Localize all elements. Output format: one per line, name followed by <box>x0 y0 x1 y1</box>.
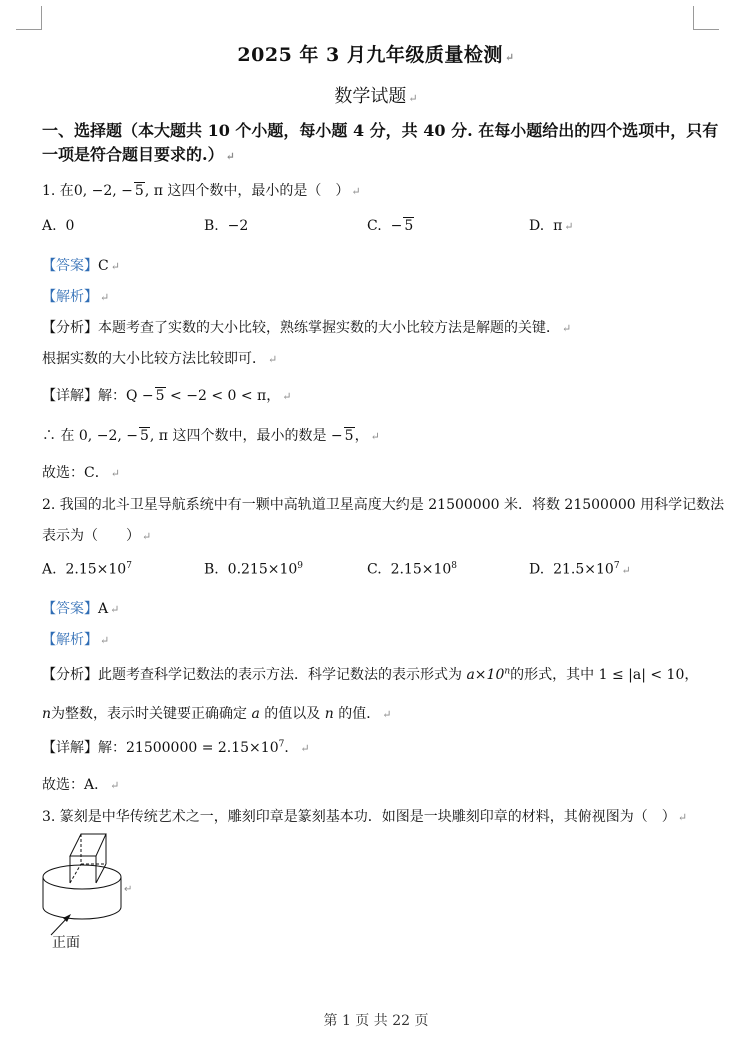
q1-fenxi-2: 根据实数的大小比较方法比较即可． ↵ <box>42 351 278 367</box>
q1-analysis-label: 【解析】 ↵ <box>42 289 110 305</box>
q1-option-d: D. π ↵ <box>529 218 574 234</box>
q2-analysis-label: 【解析】 ↵ <box>42 632 110 648</box>
q1-answer: 【答案】C ↵ <box>42 258 120 274</box>
q2-option-a: A. $2.15\times 10^7$ <box>42 561 132 578</box>
crop-mark <box>693 6 694 30</box>
crop-mark <box>16 29 42 30</box>
q2-choose: 故选：A． ↵ <box>42 777 120 793</box>
section-heading: 一、选择题（本大题共 10 个小题，每小题 4 分，共 40 分. 在每小题给出的四个选项中，只有 <box>42 121 719 140</box>
cylinder-bottom <box>43 907 121 919</box>
section-heading-cont: 一项是符合题目要求的.） ↵ <box>42 145 235 164</box>
q3-stem: 3. 篆刻是中华传统艺术之一，雕刻印章是篆刻基本功．如图是一块雕刻印章的材料，其俯视图为（ ） ↵ <box>42 809 688 825</box>
q1-option-b: B. −2 <box>204 218 249 234</box>
q1-detail: 【详解】解：Q − 5 < −2 < 0 < π， ↵ <box>42 388 292 404</box>
crop-mark <box>693 29 719 30</box>
q2-option-c: C. $2.15\times 10^8$ <box>367 561 458 578</box>
q1-option-c: C. − 5 <box>367 218 414 234</box>
q2-stem-cont: 表示为（ ） ↵ <box>42 528 152 544</box>
q1-stem: 1. 在0, −2, − 5, π 这四个数中，最小的是（ ） ↵ <box>42 183 361 199</box>
q2-answer: 【答案】A ↵ <box>42 601 120 617</box>
svg-text:↵: ↵ <box>124 884 133 895</box>
q1-choose: 故选：C． ↵ <box>42 465 120 481</box>
q2-fenxi-2: n为整数，表示时关键要正确确定 a 的值以及 n 的值． ↵ <box>42 706 392 722</box>
q2-stem: 2. 我国的北斗卫星导航系统中有一颗中高轨道卫星高度大约是 21500000 米．将数 21500000 用科学记数法 <box>42 497 725 513</box>
q2-detail: 【详解】解：$21500000 = 2.15\times 10^7$． ↵ <box>42 739 310 756</box>
q2-option-b: B. $0.215\times 10^9$ <box>204 561 304 578</box>
prism-hidden-edge <box>70 864 81 883</box>
prism-top-face <box>70 834 106 856</box>
cylinder-top <box>43 865 121 889</box>
q2-fenxi: 【分析】此题考查科学记数法的表示方法．科学记数法的表示形式为 $a\times 10^n$的形式，其中 1 ≤ |a| < 10， <box>42 666 699 683</box>
q1-fenxi: 【分析】本题考查了实数的大小比较，熟练掌握实数的大小比较方法是解题的关键． ↵ <box>42 320 572 336</box>
page-footer: 第 1 页 共 22 页 <box>323 1013 429 1029</box>
page-subtitle: 数学试题 ↵ <box>334 86 418 107</box>
crop-mark <box>41 6 42 30</box>
page-title: 2025 年 3 月九年级质量检测 ↵ <box>237 44 515 66</box>
q2-option-d: D. $21.5\times 10^7$ ↵ <box>529 561 631 578</box>
q1-conclusion: ∴ 在 0, −2, − 5, π 这四个数中，最小的数是 − 5， ↵ <box>42 428 380 444</box>
figure-label: 正面 <box>52 935 80 951</box>
q1-option-a: A. 0 <box>42 218 75 234</box>
